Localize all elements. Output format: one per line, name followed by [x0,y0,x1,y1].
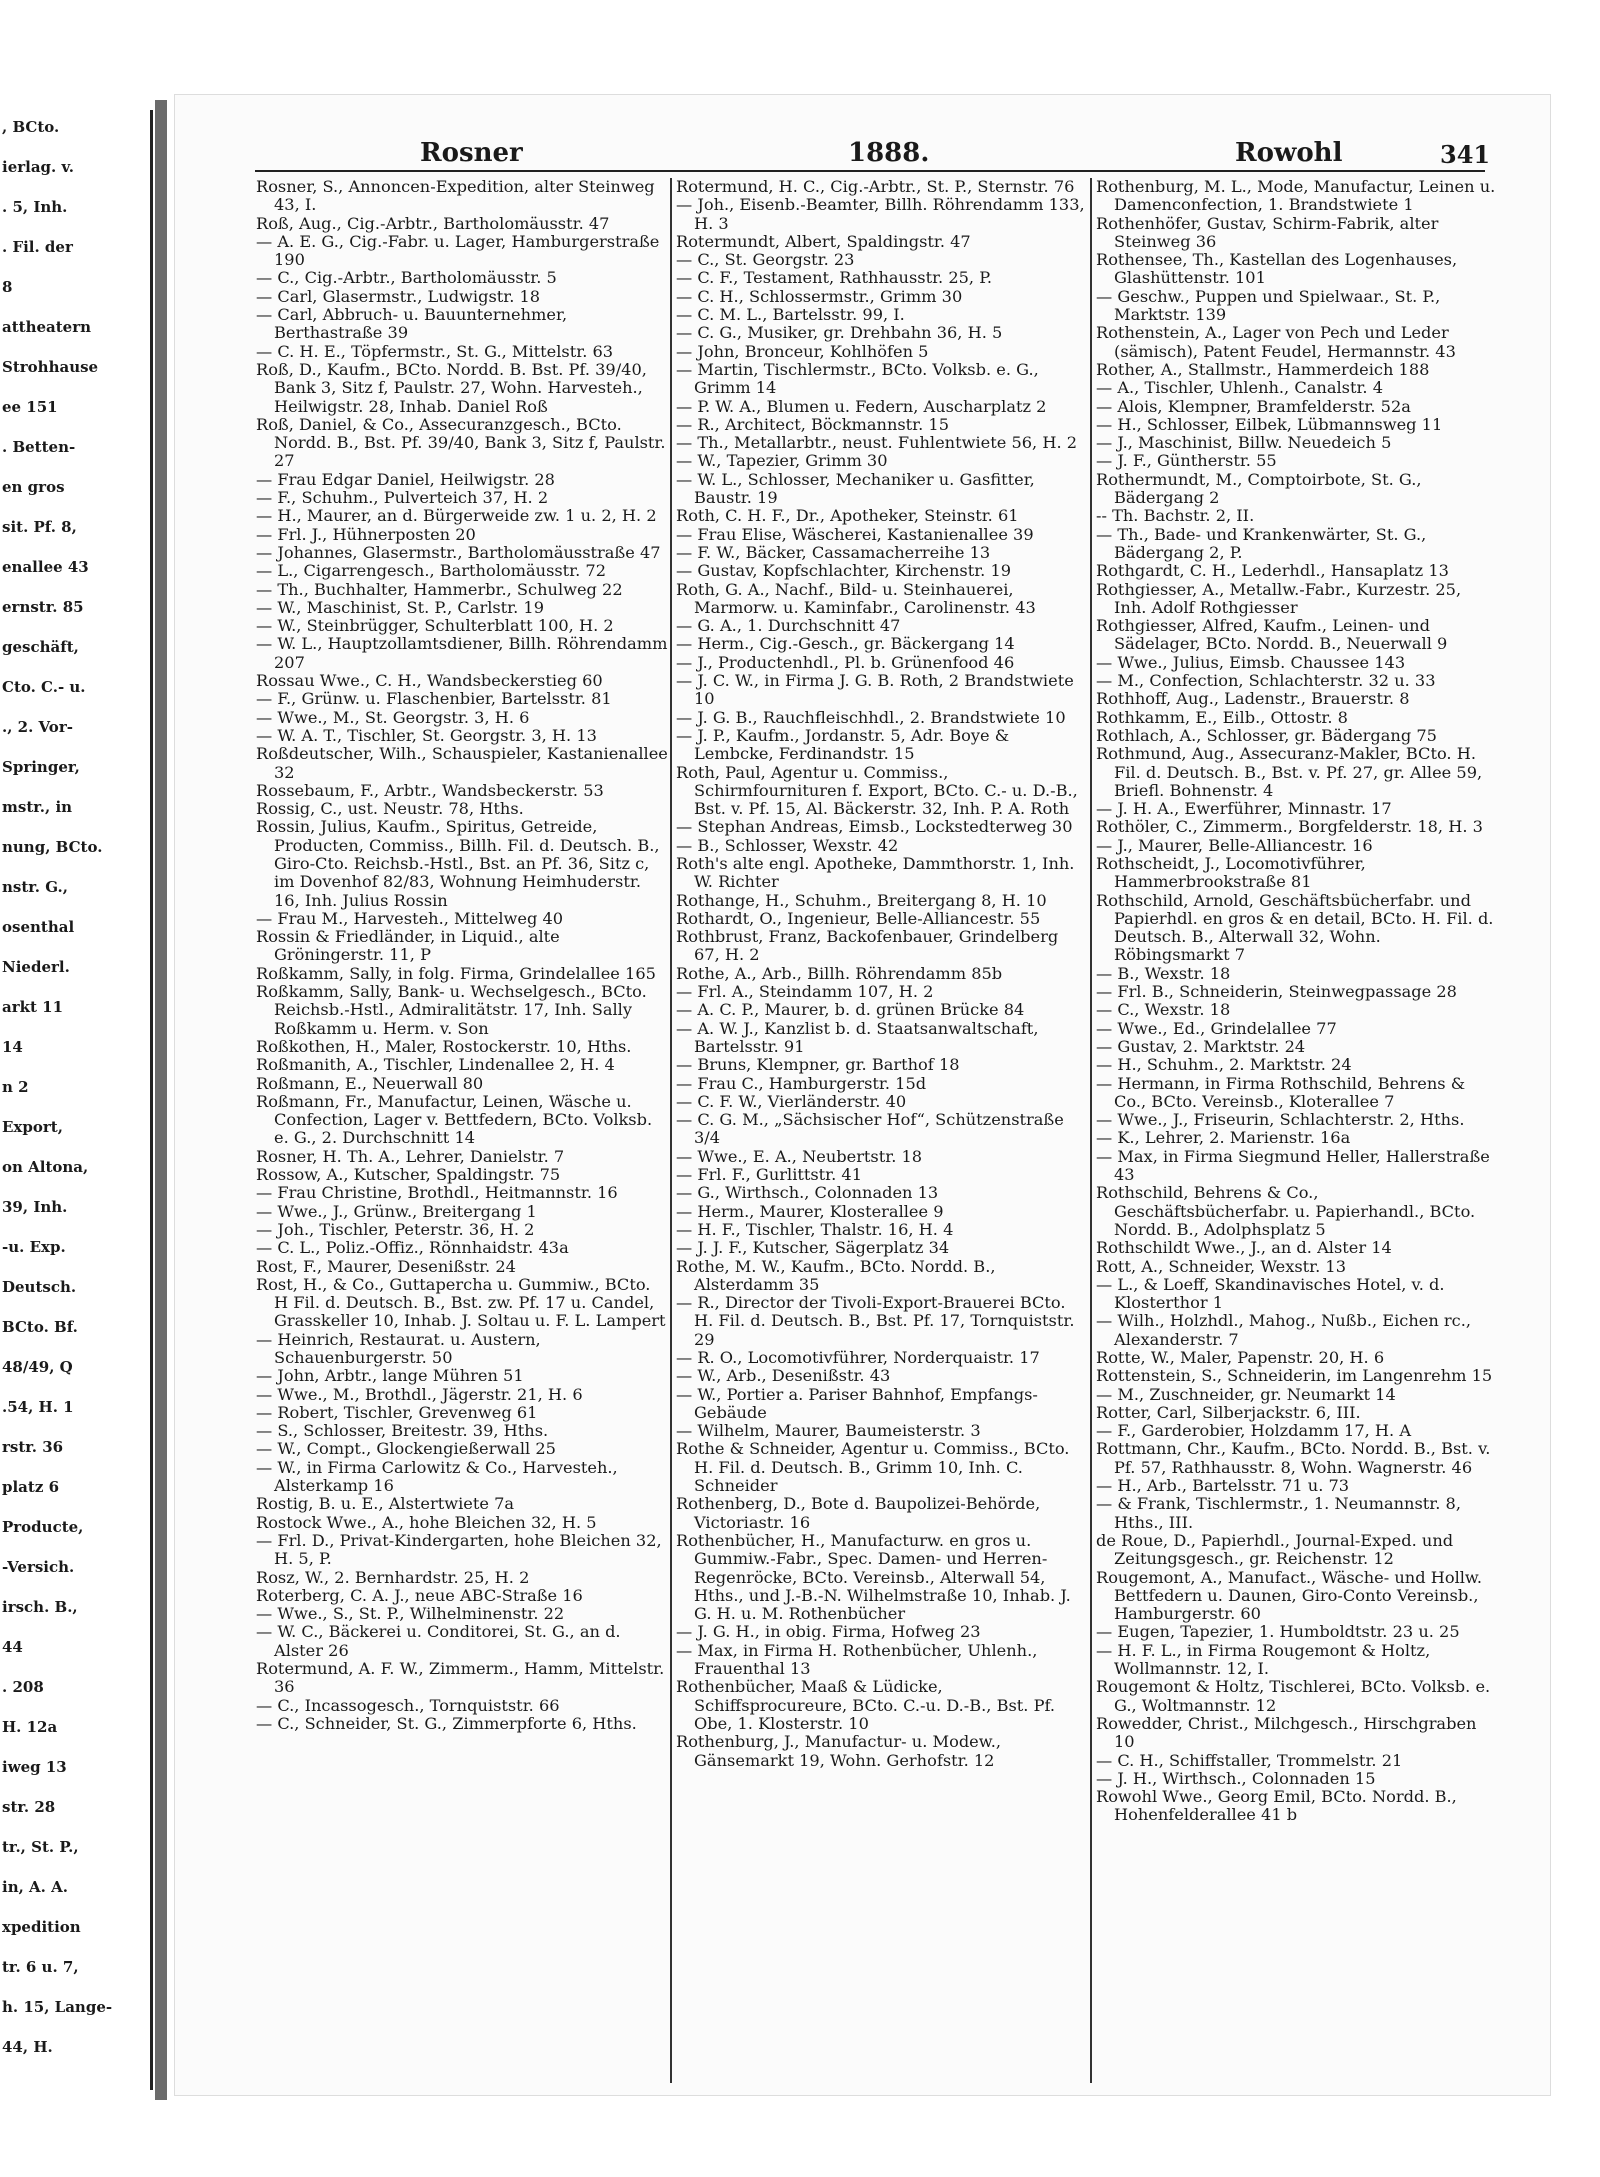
directory-entry: Rothe, M. W., Kaufm., BCto. Nordd. B., Alsterdamm 35 [676,1257,996,1294]
directory-entry: Rothenstein, A., Lager von Pech und Leder (sämisch), Patent Feudel, Hermannstr. 43 [1096,324,1456,361]
directory-entry: Rossin & Friedländer, in Liquid., alte Gröningerstr. 11, P [256,928,560,965]
directory-entry: — J., Maurer, Belle-Alliancestr. 16 [1096,836,1373,855]
directory-entry: Rothgardt, C. H., Lederhdl., Hansaplatz 13 [1096,562,1449,581]
directory-entry: Rothardt, O., Ingenieur, Belle-Alliancestr. 55 [676,909,1041,928]
left-page-fragment: platz 6 [2,1478,60,1496]
directory-entry: — John, Bronceur, Kohlhöfen 5 [676,342,929,361]
left-page-fragment: 44 [2,1638,23,1656]
directory-entry: — C. M. L., Bartelsstr. 99, I. [676,306,905,325]
book-spine [155,100,167,2100]
left-page-fragment: ierlag. v. [2,158,74,176]
directory-entry: — C., Schneider, St. G., Zimmerpforte 6, Hths. [256,1714,637,1733]
directory-entry: Rothbrust, Franz, Backofenbauer, Grindelberg 67, H. 2 [676,928,1059,965]
directory-entry: -- Th. Bachstr. 2, II. [1096,507,1255,526]
directory-entry: — Carl, Glasermstr., Ludwigstr. 18 [256,287,541,306]
directory-entry: — F., Grünw. u. Flaschenbier, Bartelsstr. 81 [256,690,612,709]
directory-entry: Rosz, W., 2. Bernhardstr. 25, H. 2 [256,1568,530,1587]
left-page-fragment: ., 2. Vor- [2,718,73,736]
left-page-fragment: . 208 [2,1678,44,1696]
left-page-fragment: Cto. C.- u. [2,678,86,696]
left-page-fragment: 8 [2,278,13,296]
directory-entry: — Gustav, 2. Marktstr. 24 [1096,1037,1306,1056]
directory-entry: — Johannes, Glasermstr., Bartholomäusstraße 47 [256,543,661,562]
directory-entry: — J. C. W., in Firma J. G. B. Roth, 2 Brandstwiete 10 [676,672,1074,709]
directory-entry: Rothe, A., Arb., Billh. Röhrendamm 85b [676,964,1003,983]
directory-entry: — C., St. Georgstr. 23 [676,251,855,270]
directory-entry: Rothschildt Wwe., J., an d. Alster 14 [1096,1239,1392,1258]
directory-entry: — Frl. F., Gurlittstr. 41 [676,1166,863,1185]
directory-entry: — Eugen, Tapezier, 1. Humboldtstr. 23 u. 25 [1096,1623,1460,1642]
directory-entry: Roßdeutscher, Wilh., Schauspieler, Kastanienallee 32 [256,745,668,782]
directory-entry: — H., Schlosser, Eilbek, Lübmannsweg 11 [1096,415,1443,434]
directory-entry: — Wwe., M., St. Georgstr. 3, H. 6 [256,708,530,727]
directory-entry: — C. H. E., Töpfermstr., St. G., Mittelstr. 63 [256,342,614,361]
left-page-fragment: tr. 6 u. 7, [2,1958,79,1976]
directory-entry: — Wwe., J., Friseurin, Schlachterstr. 2, Hths. [1096,1111,1465,1130]
directory-entry: Roßkamm, Sally, Bank- u. Wechselgesch., BCto. Reichsb.-Hstl., Admiralitätstr. 17, Inh. Sally Roßkamm u. Herm. v. Son [256,983,647,1038]
directory-entry: — W., Compt., Glockengießerwall 25 [256,1440,556,1459]
directory-entry: — Frau M., Harvesteh., Mittelweg 40 [256,909,564,928]
running-header-right: Rowohl [1235,138,1343,168]
directory-entry: Rottenstein, S., Schneiderin, im Langenrehm 15 [1096,1367,1493,1386]
directory-entry: — Herm., Maurer, Klosterallee 9 [676,1202,944,1221]
left-page-fragment: iweg 13 [2,1758,67,1776]
left-page-fragment: sit. Pf. 8, [2,518,77,536]
directory-entry: Rother, A., Stallmstr., Hammerdeich 188 [1096,360,1430,379]
directory-entry: — Max, in Firma Siegmund Heller, Hallerstraße 43 [1096,1147,1490,1185]
left-page-fragment: .54, H. 1 [2,1398,74,1416]
directory-entry: — C. G., Musiker, gr. Drehbahn 36, H. 5 [676,324,1003,343]
left-page-fragment: -u. Exp. [2,1238,66,1256]
directory-entry: Rotermund, A. F. W., Zimmerm., Hamm, Mittelstr. 36 [256,1660,665,1697]
left-page-fragment: on Altona, [2,1158,89,1176]
directory-entry: — Max, in Firma H. Rothenbücher, Uhlenh., Frauenthal 13 [676,1641,1038,1679]
left-page-fragment: geschäft, [2,638,79,656]
left-page-fragment: 48/49, Q [2,1358,73,1376]
directory-entry: — C. H., Schiffstaller, Trommelstr. 21 [1096,1751,1403,1770]
directory-entry: Roßmanith, A., Tischler, Lindenallee 2, H. 4 [256,1056,615,1075]
left-page-fragment: -Versich. [2,1558,75,1576]
directory-entry: — G., Wirthsch., Colonnaden 13 [676,1184,939,1203]
left-page-fragment: Export, [2,1118,63,1136]
left-page-fragment: attheatern [2,318,92,336]
left-page-fragment: Strohhause [2,358,99,376]
directory-entry: — Th., Bade- und Krankenwärter, St. G., Bädergang 2, P. [1096,525,1427,562]
directory-entry: — Th., Buchhalter, Hammerbr., Schulweg 22 [256,580,623,599]
directory-column-2 [676,178,1088,1770]
directory-entry: — Wwe., J., Grünw., Breitergang 1 [256,1202,537,1221]
directory-entry: — W. L., Schlosser, Mechaniker u. Gasfitter, Baustr. 19 [676,470,1035,508]
left-page-fragment: 14 [2,1038,23,1056]
directory-entry: — C. F., Testament, Rathhausstr. 25, P. [676,269,992,288]
directory-entry: — J. G. H., in obig. Firma, Hofweg 23 [676,1623,981,1642]
directory-entry: Rothschild, Behrens & Co., Geschäftsbücherfabr. u. Papierhandl., BCto. Nordd. B., Adolphsplatz 5 [1096,1184,1476,1239]
directory-entry: — Wilh., Holzhdl., Mahog., Nußb., Eichen rc., Alexanderstr. 7 [1096,1312,1471,1349]
directory-entry: — Joh., Eisenb.-Beamter, Billh. Röhrendamm 133, H. 3 [676,196,1085,233]
directory-entry: Roß, Daniel, & Co., Assecuranzgesch., BCto. Nordd. B., Bst. Pf. 39/40, Bank 3, Sitz f, Paulstr. 27 [256,415,666,471]
directory-entry: — Wwe., Julius, Eimsb. Chaussee 143 [1096,653,1406,672]
directory-entry: Rottmann, Chr., Kaufm., BCto. Nordd. B., Bst. v. Pf. 57, Rathhausstr. 8, Wohn. Wagnerstr. 46 [1096,1440,1491,1477]
directory-entry: — Wwe., S., St. P., Wilhelminenstr. 22 [256,1605,565,1624]
directory-entry: — W., Arb., Desenißstr. 43 [676,1367,891,1386]
directory-entry: Rosner, S., Annoncen-Expedition, alter Steinweg 43, I. [256,178,655,215]
column-divider [670,178,672,2083]
directory-entry: — A., Tischler, Uhlenh., Canalstr. 4 [1096,379,1384,398]
directory-entry: Rothenbücher, H., Manufacturw. en gros u. Gummiw.-Fabr., Spec. Damen- und Herren-Regenröcke, BCto. Vereinsb., Alterwall 54, Hths., und J.-B.-N. Wilhelmstraße 10, Inhab. J. G. H. u. M. Rothenbücher [676,1531,1071,1624]
directory-entry: Rossau Wwe., C. H., Wandsbeckerstieg 60 [256,672,603,691]
directory-entry: Rothenburg, J., Manufactur- u. Modew., Gänsemarkt 19, Wohn. Gerhofstr. 12 [676,1733,1001,1770]
directory-entry: — Frl. B., Schneiderin, Steinwegpassage 28 [1096,983,1457,1002]
left-page-fragment: 39, Inh. [2,1198,68,1216]
directory-entry: — A. E. G., Cig.-Fabr. u. Lager, Hamburgerstraße 190 [256,232,660,270]
directory-entry: Rothenhöfer, Gustav, Schirm-Fabrik, alter Steinweg 36 [1096,214,1439,251]
directory-entry: Rostock Wwe., A., hohe Bleichen 32, H. 5 [256,1513,597,1532]
directory-entry: — F. W., Bäcker, Cassamacherreihe 13 [676,543,991,562]
directory-entry: Rothe & Schneider, Agentur u. Commiss., BCto. H. Fil. d. Deutsch. B., Grimm 10, Inh. C. Schneider [676,1440,1070,1496]
directory-entry: Rott, A., Schneider, Wexstr. 13 [1096,1257,1347,1276]
directory-entry: — Th., Metallarbtr., neust. Fuhlentwiete 56, H. 2 [676,434,1078,453]
directory-entry: — H., Maurer, an d. Bürgerweide zw. 1 u. 2, H. 2 [256,507,657,526]
directory-entry: Roßmann, Fr., Manufactur, Leinen, Wäsche u. Confection, Lager v. Bettfedern, BCto. Volksb. e. G., 2. Durchschnitt 14 [256,1092,653,1148]
directory-entry: Roth, Paul, Agentur u. Commiss., Schirmfournituren f. Export, BCto. C.- u. D.-B., Bst. v. Pf. 15, Al. Bäckerstr. 32, Inh. P. A. Roth [676,763,1078,819]
directory-entry: — J., Maschinist, Billw. Neuedeich 5 [1096,434,1392,453]
directory-entry: — C. H., Schlossermstr., Grimm 30 [676,287,963,306]
directory-entry: — Frl. D., Privat-Kindergarten, hohe Bleichen 32, H. 5, P. [256,1531,662,1569]
directory-entry: — Martin, Tischlermstr., BCto. Volksb. e. G., Grimm 14 [676,360,1039,398]
directory-entry: — L., & Loeff, Skandinavisches Hotel, v. d. Klosterthor 1 [1096,1275,1445,1313]
left-page-fragment: mstr., in [2,798,73,816]
directory-entry: — Carl, Abbruch- u. Bauunternehmer, Berthastraße 39 [256,306,568,343]
column-divider [1090,178,1092,2083]
left-page-fragment: . Betten- [2,438,76,456]
directory-entry: Rothscheidt, J., Locomotivführer, Hammerbrookstraße 81 [1096,854,1366,892]
directory-entry: — K., Lehrer, 2. Marienstr. 16a [1096,1129,1351,1148]
directory-entry: Rothgiesser, A., Metallw.-Fabr., Kurzestr. 25, Inh. Adolf Rothgiesser [1096,580,1462,617]
left-page-fragment: Springer, [2,758,80,776]
directory-entry: Rougemont & Holtz, Tischlerei, BCto. Volksb. e. G., Woltmannstr. 12 [1096,1678,1491,1715]
directory-entry: Roth, G. A., Nachf., Bild- u. Steinhauerei, Marmorw. u. Kaminfabr., Carolinenstr. 43 [676,580,1036,617]
left-page-fragment: BCto. Bf. [2,1318,78,1336]
directory-entry: — F., Garderobier, Holzdamm 17, H. A [1096,1422,1412,1441]
directory-entry: — J. P., Kaufm., Jordanstr. 5, Adr. Boye & Lembcke, Ferdinandstr. 15 [676,726,1010,764]
directory-entry: — W., in Firma Carlowitz & Co., Harvesteh., Alsterkamp 16 [256,1458,618,1496]
directory-entry: Rotter, Carl, Silberjackstr. 6, III. [1096,1403,1361,1422]
directory-entry: — Wwe., E. A., Neubertstr. 18 [676,1147,923,1166]
directory-entry: Rothhoff, Aug., Ladenstr., Brauerstr. 8 [1096,690,1410,709]
directory-entry: — M., Zuschneider, gr. Neumarkt 14 [1096,1385,1396,1404]
directory-entry: — J. J. F., Kutscher, Sägerplatz 34 [676,1239,950,1258]
directory-entry: Roß, D., Kaufm., BCto. Nordd. B. Bst. Pf. 39/40, Bank 3, Sitz f, Paulstr. 27, Wohn. Harvesteh., Heilwigstr. 28, Inhab. Daniel Roß [256,360,647,416]
directory-entry: Rossin, Julius, Kaufm., Spiritus, Getreide, Producten, Commiss., Billh. Fil. d. Deutsch. B., Giro-Cto. Reichsb.-Hstl., Bst. an Pf. 36, Sitz c, im Dovenhof 82/83, Wohnung Heimhuderstr. 16, Inh. Julius Rossin [256,818,660,910]
directory-entry: — S., Schlosser, Breitestr. 39, Hths. [256,1422,549,1441]
header-rule [255,170,1485,172]
page-number: 341 [1440,140,1491,169]
directory-entry: — John, Arbtr., lange Mühren 51 [256,1367,524,1386]
left-page-fragment: ernstr. 85 [2,598,84,616]
left-page-fragment: en gros [2,478,65,496]
directory-entry: Roßkamm, Sally, in folg. Firma, Grindelallee 165 [256,964,656,983]
directory-entry: — J. F., Güntherstr. 55 [1096,452,1277,471]
directory-entry: — Hermann, in Firma Rothschild, Behrens & Co., BCto. Vereinsb., Kloterallee 7 [1096,1074,1466,1111]
directory-entry: — W. A. T., Tischler, St. Georgstr. 3, H. 13 [256,726,597,745]
directory-entry: — Wwe., M., Brothdl., Jägerstr. 21, H. 6 [256,1385,583,1404]
directory-entry: — W., Portier a. Pariser Bahnhof, Empfangs-Gebäude [676,1385,1038,1422]
directory-entry: — B., Schlosser, Wexstr. 42 [676,836,899,855]
directory-entry: Rotermund, H. C., Cig.-Arbtr., St. P., Sternstr. 76 [676,178,1075,196]
directory-entry: Roßmann, E., Neuerwall 80 [256,1074,484,1093]
directory-entry: — Wilhelm, Maurer, Baumeisterstr. 3 [676,1422,981,1441]
left-page-fragment: str. 28 [2,1798,56,1816]
directory-entry: — W., Tapezier, Grimm 30 [676,452,888,471]
directory-entry: Rowohl Wwe., Georg Emil, BCto. Nordd. B., Hohenfelderallee 41 b [1096,1788,1457,1825]
directory-entry: — W. L., Hauptzollamtsdiener, Billh. Röhrendamm 207 [256,635,668,672]
directory-entry: Rowedder, Christ., Milchgesch., Hirschgraben 10 [1096,1714,1477,1752]
directory-entry: — B., Wexstr. 18 [1096,964,1231,983]
directory-entry: — C. L., Poliz.-Offiz., Rönnhaidstr. 43a [256,1239,569,1258]
directory-entry: Rothenberg, D., Bote d. Baupolizei-Behörde, Victoriastr. 16 [676,1495,1041,1532]
directory-entry: Rothmund, Aug., Assecuranz-Makler, BCto. H. Fil. d. Deutsch. B., Bst. v. Pf. 27, gr. Allee 59, Briefl. Bohnenstr. 4 [1096,745,1483,800]
directory-entry: — A. C. P., Maurer, b. d. grünen Brücke 84 [676,1001,1025,1020]
directory-entry: — J. H. A., Ewerführer, Minnastr. 17 [1096,800,1392,819]
directory-column-3 [1096,178,1496,1825]
directory-entry: Rotermundt, Albert, Spaldingstr. 47 [676,232,971,251]
directory-entry: — Frau Christine, Brothdl., Heitmannstr. 16 [256,1184,618,1203]
directory-entry: Rothgiesser, Alfred, Kaufm., Leinen- und Sädelager, BCto. Nordd. B., Neuerwall 9 [1096,617,1448,654]
left-page-fragment: . 5, Inh. [2,198,68,216]
directory-entry: — C., Incassogesch., Tornquiststr. 66 [256,1696,560,1715]
directory-entry: Rostig, B. u. E., Alstertwiete 7a [256,1495,515,1514]
directory-entry: Roterberg, C. A. J., neue ABC-Straße 16 [256,1586,583,1605]
directory-entry: — Stephan Andreas, Eimsb., Lockstedterweg 30 [676,818,1073,837]
left-page-edge [0,110,153,2090]
directory-entry: — G. A., 1. Durchschnitt 47 [676,617,901,636]
directory-entry: — C. G. M., „Sächsischer Hof“, Schützenstraße 3/4 [676,1111,1064,1148]
directory-entry: Rothensee, Th., Kastellan des Logenhauses, Glashüttenstr. 101 [1096,251,1458,288]
directory-entry: Rothermundt, M., Comptoirbote, St. G., Bädergang 2 [1096,470,1422,508]
left-page-fragment: enallee 43 [2,558,89,576]
directory-entry: Rossebaum, F., Arbtr., Wandsbeckerstr. 53 [256,781,604,800]
left-page-fragment: . Fil. der [2,238,73,256]
directory-entry: — H., Schuhm., 2. Marktstr. 24 [1096,1056,1352,1075]
directory-entry: — H. F., Tischler, Thalstr. 16, H. 4 [676,1220,954,1239]
directory-entry: Rothlach, A., Schlosser, gr. Bädergang 75 [1096,726,1437,745]
directory-entry: Roß, Aug., Cig.-Arbtr., Bartholomäusstr. 47 [256,214,610,233]
directory-entry: Rotte, W., Maler, Papenstr. 20, H. 6 [1096,1349,1385,1367]
directory-entry: — J., Productenhdl., Pl. b. Grünenfood 46 [676,653,1015,672]
directory-entry: — Geschw., Puppen und Spielwaar., St. P., Marktstr. 139 [1096,287,1441,325]
directory-entry: Rothenburg, M. L., Mode, Manufactur, Leinen u. Damenconfection, 1. Brandstwiete 1 [1096,178,1496,215]
left-page-fragment: Producte, [2,1518,84,1536]
directory-column-1 [256,178,668,1733]
left-page-fragment: Niederl. [2,958,70,976]
left-page-fragment: h. 15, Lange- [2,1998,113,2016]
directory-entry: — C., Wexstr. 18 [1096,1001,1231,1020]
directory-entry: — F., Schuhm., Pulverteich 37, H. 2 [256,489,549,508]
directory-entry: Rosner, H. Th. A., Lehrer, Danielstr. 7 [256,1147,565,1166]
directory-entry: — M., Confection, Schlachterstr. 32 u. 33 [1096,672,1436,691]
directory-entry: — C. F. W., Vierländerstr. 40 [676,1092,907,1111]
directory-entry: — Frau C., Hamburgerstr. 15d [676,1074,927,1093]
directory-entry: Rost, F., Maurer, Desenißstr. 24 [256,1257,516,1276]
directory-entry: Roßkothen, H., Maler, Rostockerstr. 10, Hths. [256,1037,632,1056]
directory-entry: — H. F. L., in Firma Rougemont & Holtz, Wollmannstr. 12, I. [1096,1641,1431,1679]
directory-entry: — J. H., Wirthsch., Colonnaden 15 [1096,1769,1376,1788]
running-header-year: 1888. [848,138,930,168]
directory-entry: — L., Cigarrengesch., Bartholomäusstr. 72 [256,562,607,581]
running-header-left: Rosner [420,138,523,168]
directory-entry: — J. G. B., Rauchfleischhdl., 2. Brandstwiete 10 [676,708,1066,727]
directory-entry: Rothöler, C., Zimmerm., Borgfelderstr. 18, H. 3 [1096,818,1483,837]
left-page-fragment: nstr. G., [2,878,68,896]
directory-entry: — Frl. A., Steindamm 107, H. 2 [676,983,934,1002]
directory-entry: — R., Director der Tivoli-Export-Brauerei BCto. H. Fil. d. Deutsch. B., Bst. Pf. 17, Tornquiststr. 29 [676,1294,1075,1349]
directory-entry: — Robert, Tischler, Grevenweg 61 [256,1403,538,1422]
left-page-fragment: Deutsch. [2,1278,77,1296]
directory-entry: — R., Architect, Böckmannstr. 15 [676,415,950,434]
directory-entry: Rothschild, Arnold, Geschäftsbücherfabr. und Papierhdl. en gros & en detail, BCto. H. Fil. d. Deutsch. B., Alterwall 32, Wohn. Röbingsmarkt 7 [1096,891,1494,965]
left-page-fragment: in, A. A. [2,1878,68,1896]
left-page-fragment: ee 151 [2,398,58,416]
directory-entry: — C., Cig.-Arbtr., Bartholomäusstr. 5 [256,269,557,288]
directory-entry: — Gustav, Kopfschlachter, Kirchenstr. 19 [676,562,1012,581]
directory-entry: Rost, H., & Co., Guttapercha u. Gummiw., BCto. H Fil. d. Deutsch. B., Bst. zw. Pf. 17 u. Candel, Grasskeller 10, Inhab. J. Soltau u. F. L. Lampert [256,1275,666,1331]
directory-entry: Rossow, A., Kutscher, Spaldingstr. 75 [256,1166,561,1185]
directory-entry: — W., Steinbrügger, Schulterblatt 100, H. 2 [256,617,614,636]
directory-entry: — Frau Edgar Daniel, Heilwigstr. 28 [256,470,555,489]
directory-entry: — Wwe., Ed., Grindelallee 77 [1096,1019,1337,1038]
left-page-fragment: , BCto. [2,118,60,136]
directory-entry: Roth, C. H. F., Dr., Apotheker, Steinstr. 61 [676,507,1019,526]
directory-entry: — Bruns, Klempner, gr. Barthof 18 [676,1056,960,1075]
left-page-fragment: H. 12a [2,1718,58,1736]
directory-entry: Rothenbücher, Maaß & Lüdicke, Schiffsprocureure, BCto. C.-u. D.-B., Bst. Pf. Obe, 1. Klosterstr. 10 [676,1678,1056,1733]
directory-entry: — W., Maschinist, St. P., Carlstr. 19 [256,598,545,617]
directory-entry: — A. W. J., Kanzlist b. d. Staatsanwaltschaft, Bartelsstr. 91 [676,1019,1039,1056]
directory-entry: — W. C., Bäckerei u. Conditorei, St. G., an d. Alster 26 [256,1623,621,1660]
directory-entry: — & Frank, Tischlermstr., 1. Neumannstr. 8, Hths., III. [1096,1495,1461,1532]
left-page-fragment: tr., St. P., [2,1838,79,1856]
directory-entry: — Herm., Cig.-Gesch., gr. Bäckergang 14 [676,635,1015,654]
directory-entry: Rougemont, A., Manufact., Wäsche- und Hollw. Bettfedern u. Daunen, Giro-Conto Vereinsb., Hamburgerstr. 60 [1096,1568,1482,1624]
directory-entry: Rothkamm, E., Eilb., Ottostr. 8 [1096,708,1348,727]
left-page-fragment: n 2 [2,1078,29,1096]
directory-entry: — R. O., Locomotivführer, Norderquaistr. 17 [676,1349,1040,1367]
left-page-fragment: nung, BCto. [2,838,103,856]
directory-entry: — Frl. J., Hühnerposten 20 [256,525,476,544]
directory-entry: — H., Arb., Bartelsstr. 71 u. 73 [1096,1477,1350,1496]
left-page-fragment: arkt 11 [2,998,64,1016]
left-page-fragment: irsch. B., [2,1598,78,1616]
directory-entry: — Frau Elise, Wäscherei, Kastanienallee 39 [676,525,1034,544]
directory-entry: — Heinrich, Restaurat. u. Austern, Schauenburgerstr. 50 [256,1330,541,1367]
directory-entry: de Roue, D., Papierhdl., Journal-Exped. und Zeitungsgesch., gr. Reichenstr. 12 [1096,1531,1454,1569]
left-page-fragment: osenthal [2,918,75,936]
directory-entry: — P. W. A., Blumen u. Federn, Auscharplatz 2 [676,397,1047,416]
directory-entry: Rossig, C., ust. Neustr. 78, Hths. [256,800,524,819]
directory-entry: — Joh., Tischler, Peterstr. 36, H. 2 [256,1220,535,1239]
left-page-fragment: 44, H. [2,2038,53,2056]
left-page-fragment: xpedition [2,1918,81,1936]
directory-entry: Rothange, H., Schuhm., Breitergang 8, H. 10 [676,891,1047,910]
directory-entry: — Alois, Klempner, Bramfelderstr. 52a [1096,397,1411,416]
left-page-fragment: rstr. 36 [2,1438,64,1456]
directory-entry: Roth's alte engl. Apotheke, Dammthorstr. 1, Inh. W. Richter [676,854,1075,892]
